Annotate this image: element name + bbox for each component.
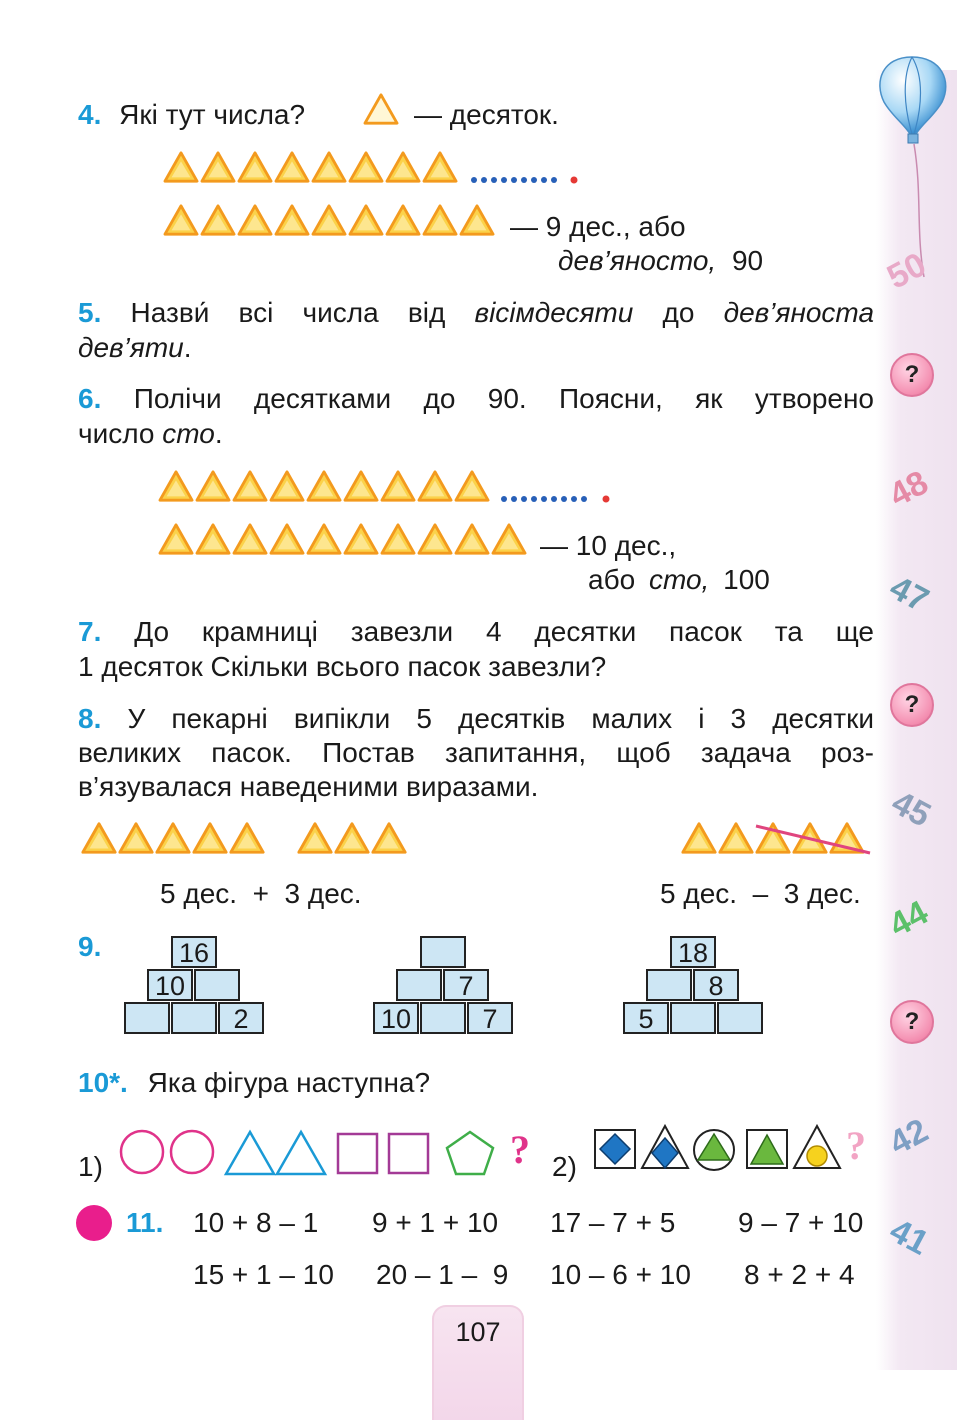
task6-line1	[78, 382, 874, 416]
shape-sequence-1	[118, 1128, 503, 1178]
task10-header	[78, 1066, 430, 1100]
task4-nine-tens: — 9 дес., або	[510, 211, 686, 242]
task6-text: .	[214, 418, 223, 449]
number-pyramid	[623, 936, 767, 1036]
pyramid-cell[interactable]: 7	[443, 969, 489, 1001]
pyramid-cell[interactable]: 16	[171, 936, 217, 968]
task10-part1-label: 1)	[78, 1151, 103, 1182]
task6-text: сто,	[648, 564, 710, 595]
question-mark: ?	[510, 1127, 530, 1172]
expression-sum: 5 дес. + 3 дес.	[160, 878, 362, 909]
triangle-group-crossed	[680, 820, 875, 860]
task6-text: або	[588, 564, 636, 595]
task5-text: вісімдесяти	[474, 297, 634, 328]
triangle-row-10	[157, 522, 532, 558]
task-number: 5.	[78, 297, 102, 328]
pyramid-cell[interactable]: 5	[623, 1002, 669, 1034]
pyramid-cell[interactable]	[194, 969, 240, 1001]
expression: 10 + 8 – 1	[193, 1207, 319, 1238]
expression: 17 – 7 + 5	[550, 1207, 676, 1238]
task5-text: Назви́ всі числа від	[130, 297, 446, 328]
task-number: 8.	[78, 703, 102, 734]
task-number: 7.	[78, 616, 102, 647]
triangle-icon	[362, 92, 400, 126]
task6-text: 100	[723, 564, 770, 595]
number-pyramid	[124, 936, 268, 1036]
pyramid-cell[interactable]	[420, 1002, 466, 1034]
task7-text: До крамниці завезли 4 десятки пасок та ще	[134, 616, 874, 647]
task8-text: У пекарні випікли 5 десятків малих і 3 десятки	[127, 703, 874, 734]
task6-ten-tens: — 10 дес.,	[540, 530, 677, 561]
pyramid-cell[interactable]: 10	[147, 969, 193, 1001]
sidebar-number: 50	[881, 245, 933, 297]
task8-line3: в’язувалася наведеними виразами.	[78, 771, 539, 802]
expression: 15 + 1 – 10	[193, 1259, 334, 1290]
task10-text: Яка фігура наступна?	[147, 1067, 431, 1098]
task4-ten-label: — десяток.	[414, 99, 559, 130]
expression-difference: 5 дес. – 3 дес.	[660, 878, 861, 909]
task5-line1	[78, 296, 874, 330]
task5-text: дев’яти	[78, 332, 184, 363]
task6-text: Полічи десятками до 90. Поясни, як утворено	[133, 383, 875, 414]
pyramid-cell[interactable]	[646, 969, 692, 1001]
number-pyramid	[373, 936, 517, 1036]
task7-line2: 1 десяток Скільки всього пасок завезли?	[78, 651, 607, 682]
sidebar-number: 42	[883, 1111, 935, 1163]
pyramid-cell[interactable]	[171, 1002, 217, 1034]
question-badge: ?	[890, 1000, 934, 1044]
question-mark: ?	[846, 1123, 866, 1168]
expression: 9 + 1 + 10	[372, 1207, 499, 1238]
triangle-row-8	[162, 150, 462, 186]
triangle-row-9b	[157, 469, 497, 505]
expression: 10 – 6 + 10	[550, 1259, 691, 1290]
pink-dot-icon	[76, 1205, 112, 1241]
task-number: 11.	[126, 1207, 164, 1238]
pyramid-cell[interactable]	[670, 1002, 716, 1034]
pyramid-cell[interactable]	[717, 1002, 763, 1034]
question-badge: ?	[890, 353, 934, 397]
task5-text: до	[662, 297, 695, 328]
pyramid-cell[interactable]	[420, 936, 466, 968]
task4-value: 90	[731, 245, 764, 276]
pyramid-cell[interactable]	[396, 969, 442, 1001]
task8-line1	[78, 702, 874, 736]
task10-part2-label: 2)	[552, 1151, 577, 1182]
page-number: 107	[432, 1305, 524, 1420]
task-number: 9.	[78, 931, 102, 962]
pyramid-cell[interactable]	[124, 1002, 170, 1034]
pyramid-cell[interactable]: 7	[467, 1002, 513, 1034]
task7-line1	[78, 615, 874, 649]
task5-line2	[78, 331, 192, 365]
question-badge: ?	[890, 683, 934, 727]
pyramid-cell[interactable]: 10	[373, 1002, 419, 1034]
expression: 8 + 2 + 4	[744, 1259, 855, 1290]
shape-sequence-2	[592, 1122, 842, 1174]
dots-placeholder	[470, 172, 585, 186]
sidebar-number: 47	[883, 568, 935, 620]
task6-text: сто	[162, 418, 215, 449]
task6-line2	[78, 417, 223, 451]
sidebar-number: 48	[883, 463, 935, 515]
pyramid-cell[interactable]: 18	[670, 936, 716, 968]
expression: 9 – 7 + 10	[738, 1207, 864, 1238]
triangle-row-9	[162, 203, 502, 239]
task-number: 4.	[78, 99, 102, 130]
dots-placeholder	[500, 491, 615, 505]
task4-question: Які тут числа?	[119, 99, 306, 130]
task5-text: .	[183, 332, 192, 363]
task-number: 6.	[78, 383, 102, 414]
task6-text: число	[78, 418, 155, 449]
task5-text: дев’яноста	[723, 297, 875, 328]
task-number: 10*.	[78, 1067, 128, 1098]
task4-word: дев’яносто,	[558, 245, 717, 276]
sidebar-number: 44	[883, 893, 935, 945]
triangle-group-3	[296, 820, 411, 858]
expression: 20 – 1 – 9	[376, 1259, 509, 1290]
sidebar-number: 41	[883, 1211, 935, 1263]
pyramid-cell[interactable]: 8	[693, 969, 739, 1001]
pyramid-cell[interactable]: 2	[218, 1002, 264, 1034]
sidebar-number: 45	[885, 783, 937, 835]
triangle-group-5	[80, 820, 270, 858]
task8-line2: великих пасок. Постав запитання, щоб задача роз-	[78, 737, 874, 768]
